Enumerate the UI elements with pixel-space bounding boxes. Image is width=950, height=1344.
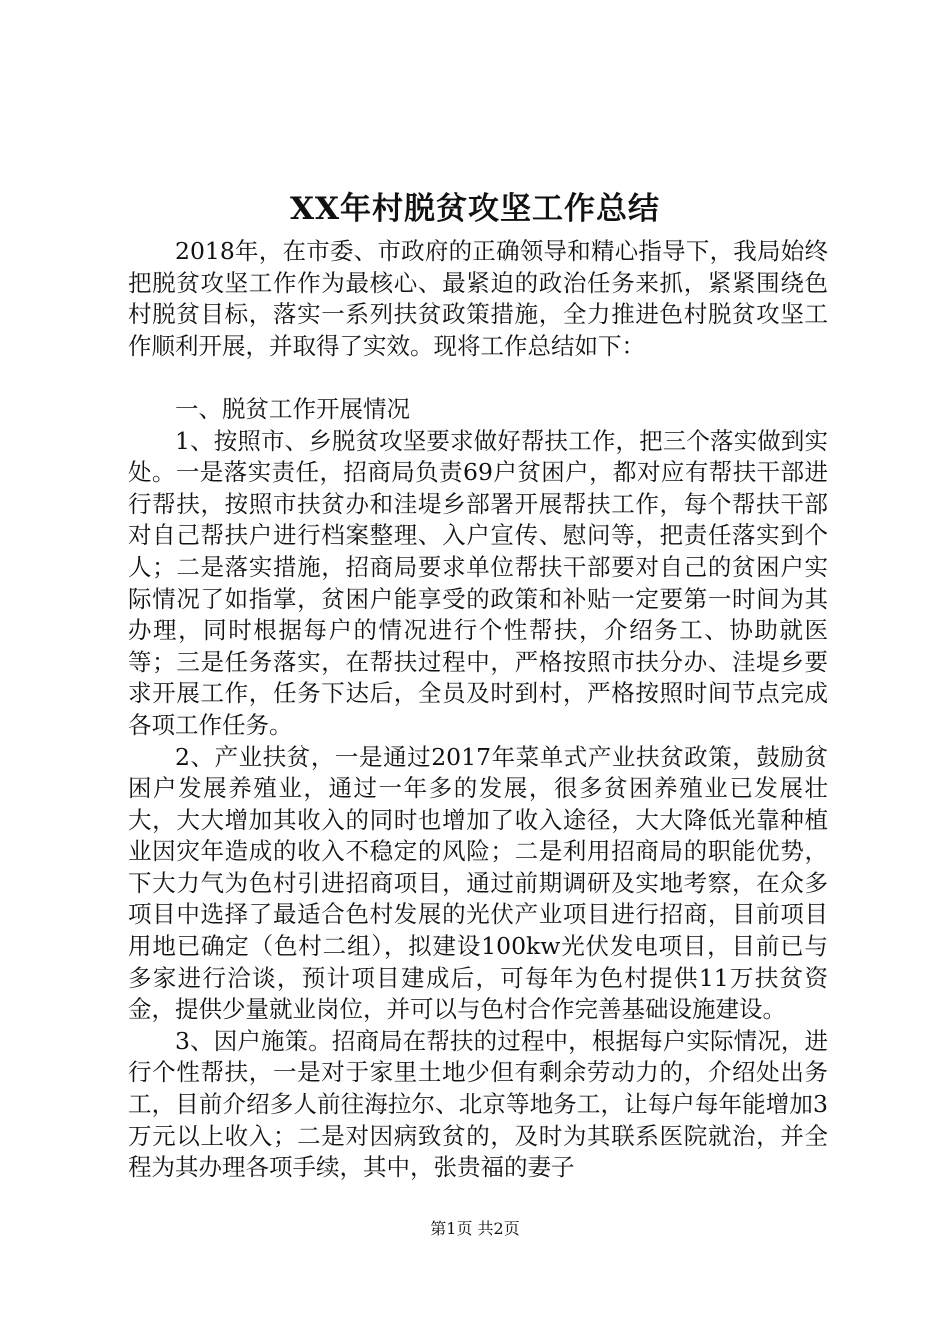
- document-title: XX年村脱贫攻坚工作总结: [289, 191, 661, 227]
- document-body: [128, 236, 828, 1184]
- body-paragraph-2: 2、产业扶贫，一是通过2017年菜单式产业扶贫政策，鼓励贫困户发展养殖业，通过一年多的发展，很多贫困养殖业已发展壮大，大大增加其收入的同时也增加了收入途径，大大降低光靠种植业因灾年造成的收入不稳定的风险；二是利用招商局的职能优势，下大力气为色村引进招商项目，通过前期调研及实地考察，在众多项目中选择了最适合色村发展的光伏产业项目进行招商，目前项目用地已确定（色村二组），拟建设100kw光伏发电项目，目前已与多家进行洽谈，预计项目建成后，可每年为色村提供11万扶贫资金，提供少量就业岗位，并可以与色村合作完善基础设施建设。: [128, 742, 828, 1024]
- section-heading: 一、脱贫工作开展情况: [175, 394, 410, 423]
- page-footer: 第1页 共2页: [430, 1219, 520, 1238]
- body-paragraph-1: 1、按照市、乡脱贫攻坚要求做好帮扶工作，把三个落实做到实处。一是落实责任，招商局负责69户贫困户，都对应有帮扶干部进行帮扶，按照市扶贫办和洼堤乡部署开展帮扶工作，每个帮扶干部对自己帮扶户进行档案整理、入户宣传、慰问等，把责任落实到个人；二是落实措施，招商局要求单位帮扶干部要对自己的贫困户实际情况了如指掌，贫困户能享受的政策和补贴一定要第一时间为其办理，同时根据每户的情况进行个性帮扶，介绍务工、协助就医等；三是任务落实，在帮扶过程中，严格按照市扶分办、洼堤乡要求开展工作，任务下达后，全员及时到村，严格按照时间节点完成各项工作任务。: [128, 426, 828, 739]
- body-paragraph-3: 3、因户施策。招商局在帮扶的过程中，根据每户实际情况，进行个性帮扶，一是对于家里土地少但有剩余劳动力的，介绍处出务工，目前介绍多人前往海拉尔、北京等地务工，让每户每年能增加3万元以上收入；二是对因病致贫的，及时为其联系医院就治，并全程为其办理各项手续，其中，张贵福的妻子: [128, 1026, 828, 1182]
- intro-paragraph: 2018年，在市委、市政府的正确领导和精心指导下，我局始终把脱贫攻坚工作作为最核心、最紧迫的政治任务来抓，紧紧围绕色村脱贫目标，落实一系列扶贫政策措施，全力推进色村脱贫攻坚工作顺利开展，并取得了实效。现将工作总结如下：: [128, 237, 828, 360]
